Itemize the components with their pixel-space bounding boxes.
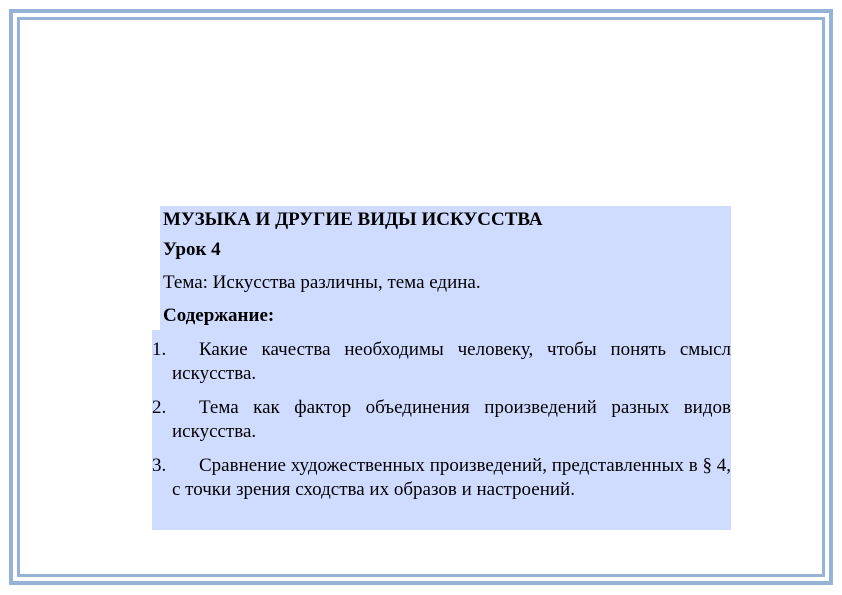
list-item	[152, 338, 731, 386]
lesson-label: Урок 4	[163, 239, 221, 260]
list-item-text: Какие качества необходимы человеку, чтобы понять смысл искусства.	[172, 339, 731, 384]
list-item-number: 2.	[152, 397, 167, 418]
contents-heading: Содержание:	[163, 305, 275, 326]
list-item-text: Тема как фактор объединения произведений разных видов искусства.	[172, 397, 731, 442]
list-item	[152, 396, 731, 444]
list-item-number: 1.	[152, 339, 167, 360]
list-item-text: Сравнение художественных произведений, представленных в § 4, с точки зрения сходства их образов и настроений.	[172, 455, 731, 500]
list-item	[152, 454, 731, 502]
list-item-number: 3.	[152, 455, 167, 476]
topic-line: Тема: Искусства различны, тема едина.	[163, 272, 481, 293]
document-title: МУЗЫКА И ДРУГИЕ ВИДЫ ИСКУССТВА	[163, 209, 543, 230]
